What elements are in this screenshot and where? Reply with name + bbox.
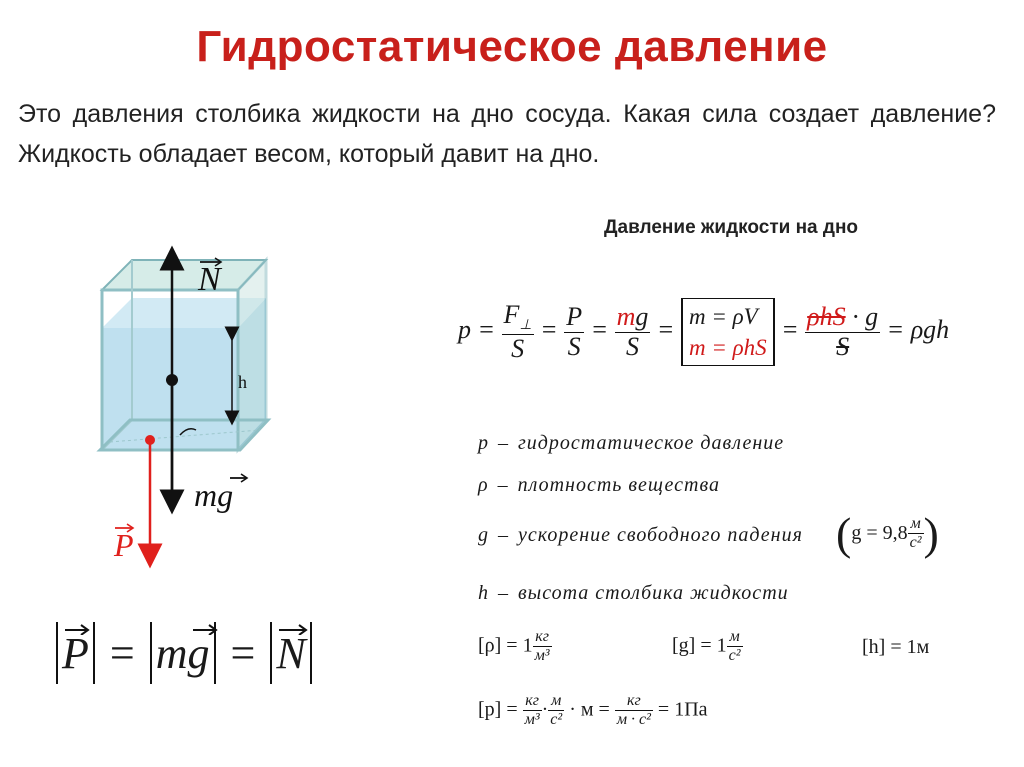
frac-P-S (564, 303, 584, 361)
equality-eq: = (230, 628, 256, 678)
g-value-den: c² (909, 534, 922, 551)
unit-p: [p] = $\frac{кг}{\text{м³}}$ · $\frac{м}{\text{c²}}$ · м = $\frac{кг}{\text{м · c²}}$ = 1Па (478, 692, 708, 728)
unit-g (672, 628, 743, 664)
unit-p-f3-den: м · c² (616, 710, 651, 728)
legend-row-p: p – гидростатическое давление (478, 432, 785, 454)
unit-p-frac1 (523, 692, 542, 728)
unit-p-f3-num: кг (615, 692, 653, 711)
unit-g-den: c² (728, 646, 741, 664)
vector-arrow (278, 623, 308, 635)
bracket-bottom: m = ρhS (688, 335, 767, 361)
g-value-lhs: g = 9,8 (851, 522, 908, 544)
formula-S1: S (511, 333, 525, 363)
formula-S2: S (567, 331, 581, 361)
equality-N: N (276, 628, 306, 678)
vector-arrow (64, 623, 90, 635)
unit-rho (478, 628, 552, 664)
formula-S3: S (626, 331, 640, 361)
formula-p: p (458, 315, 471, 345)
formula-S-crossed: S (836, 331, 850, 361)
label-h: h (238, 372, 247, 392)
formula-eq: = (540, 315, 558, 345)
slide-title: Гидростатическое давление (196, 22, 828, 71)
g-value-num: м (908, 515, 924, 534)
formula-eq: = (781, 315, 799, 345)
legend-row-h: h – высота столбика жидкости (478, 582, 789, 604)
formula-m-red: m (616, 301, 636, 331)
unit-h (862, 636, 929, 659)
legend-desc: гидростатическое давление (518, 432, 785, 454)
unit-p-f2-den: c² (550, 710, 563, 728)
formula-eq: = (886, 315, 905, 345)
unit-rho-den: м³ (534, 646, 550, 664)
unit-p-mid: · м = (569, 698, 610, 721)
unit-rho-lhs: [ρ] = 1 (478, 634, 533, 657)
vessel (100, 260, 268, 450)
legend-symbol: p (478, 432, 488, 454)
unit-rho-num: кг (533, 628, 552, 647)
equality-P: P (62, 628, 89, 678)
formula-dotg: · g (852, 301, 879, 331)
formula-eq: = (590, 315, 609, 345)
frac-F-S (502, 301, 534, 363)
force-equality (52, 622, 316, 684)
unit-p-f1-den: м³ (524, 710, 540, 728)
bracket-top: m = ρV (688, 304, 758, 329)
unit-p-rhs: = 1Па (657, 698, 708, 721)
frac-rhohs (805, 303, 880, 361)
unit-g-lhs: [g] = 1 (672, 634, 727, 657)
frac-mg-S (615, 303, 651, 361)
g-value: (g = 9,8 $\frac{м}{\text{c²}}$ ) (836, 508, 939, 559)
label-N: N (198, 261, 221, 298)
unit-g-num: м (727, 628, 743, 647)
formula-P: P (566, 301, 583, 331)
vessel-diagram (60, 230, 380, 590)
unit-p-f2-num: м (548, 692, 564, 711)
unit-h-lhs: [h] = 1м (862, 636, 930, 658)
unit-rho-frac (533, 628, 552, 664)
formula-F: F (503, 299, 520, 329)
formula-g: g (635, 301, 649, 331)
formula-rhohs: ρhS (807, 301, 846, 331)
label-mg: mg (194, 477, 234, 513)
unit-p-frac3 (615, 692, 653, 728)
formula-eq: = (656, 315, 675, 345)
equality-mg: mg (155, 628, 210, 678)
legend-symbol: g (478, 524, 488, 546)
formula-perp: ⊥ (519, 318, 532, 334)
equality-eq: = (109, 628, 135, 678)
legend-symbol: h (478, 582, 488, 604)
formula-result: ρgh (910, 315, 950, 345)
legend-desc: высота столбика жидкости (518, 582, 789, 604)
unit-g-frac (727, 628, 743, 664)
formula-eq: = (477, 315, 496, 345)
legend-row-rho: ρ – плотность вещества (478, 474, 720, 496)
mass-bracket (681, 298, 775, 366)
legend-desc: плотность вещества (517, 474, 720, 496)
intro-paragraph: Это давления столбика жидкости на дно сосуда. Какая сила создает давление? Жидкость обладает весом, который давит на дно. (18, 100, 996, 168)
formula-subheading: Давление жидкости на дно (604, 217, 859, 238)
unit-p-frac2 (548, 692, 564, 728)
legend-row-g: g – ускорение свободного падения (478, 524, 803, 546)
unit-p-lhs: [p] = (478, 698, 518, 721)
legend-symbol: ρ (478, 474, 488, 496)
vector-arrow (192, 623, 218, 635)
unit-p-f1-num: кг (523, 692, 542, 711)
label-P: P (114, 527, 134, 563)
main-formula (458, 298, 949, 366)
legend-desc: ускорение свободного падения (518, 524, 803, 546)
g-value-frac (908, 515, 924, 551)
